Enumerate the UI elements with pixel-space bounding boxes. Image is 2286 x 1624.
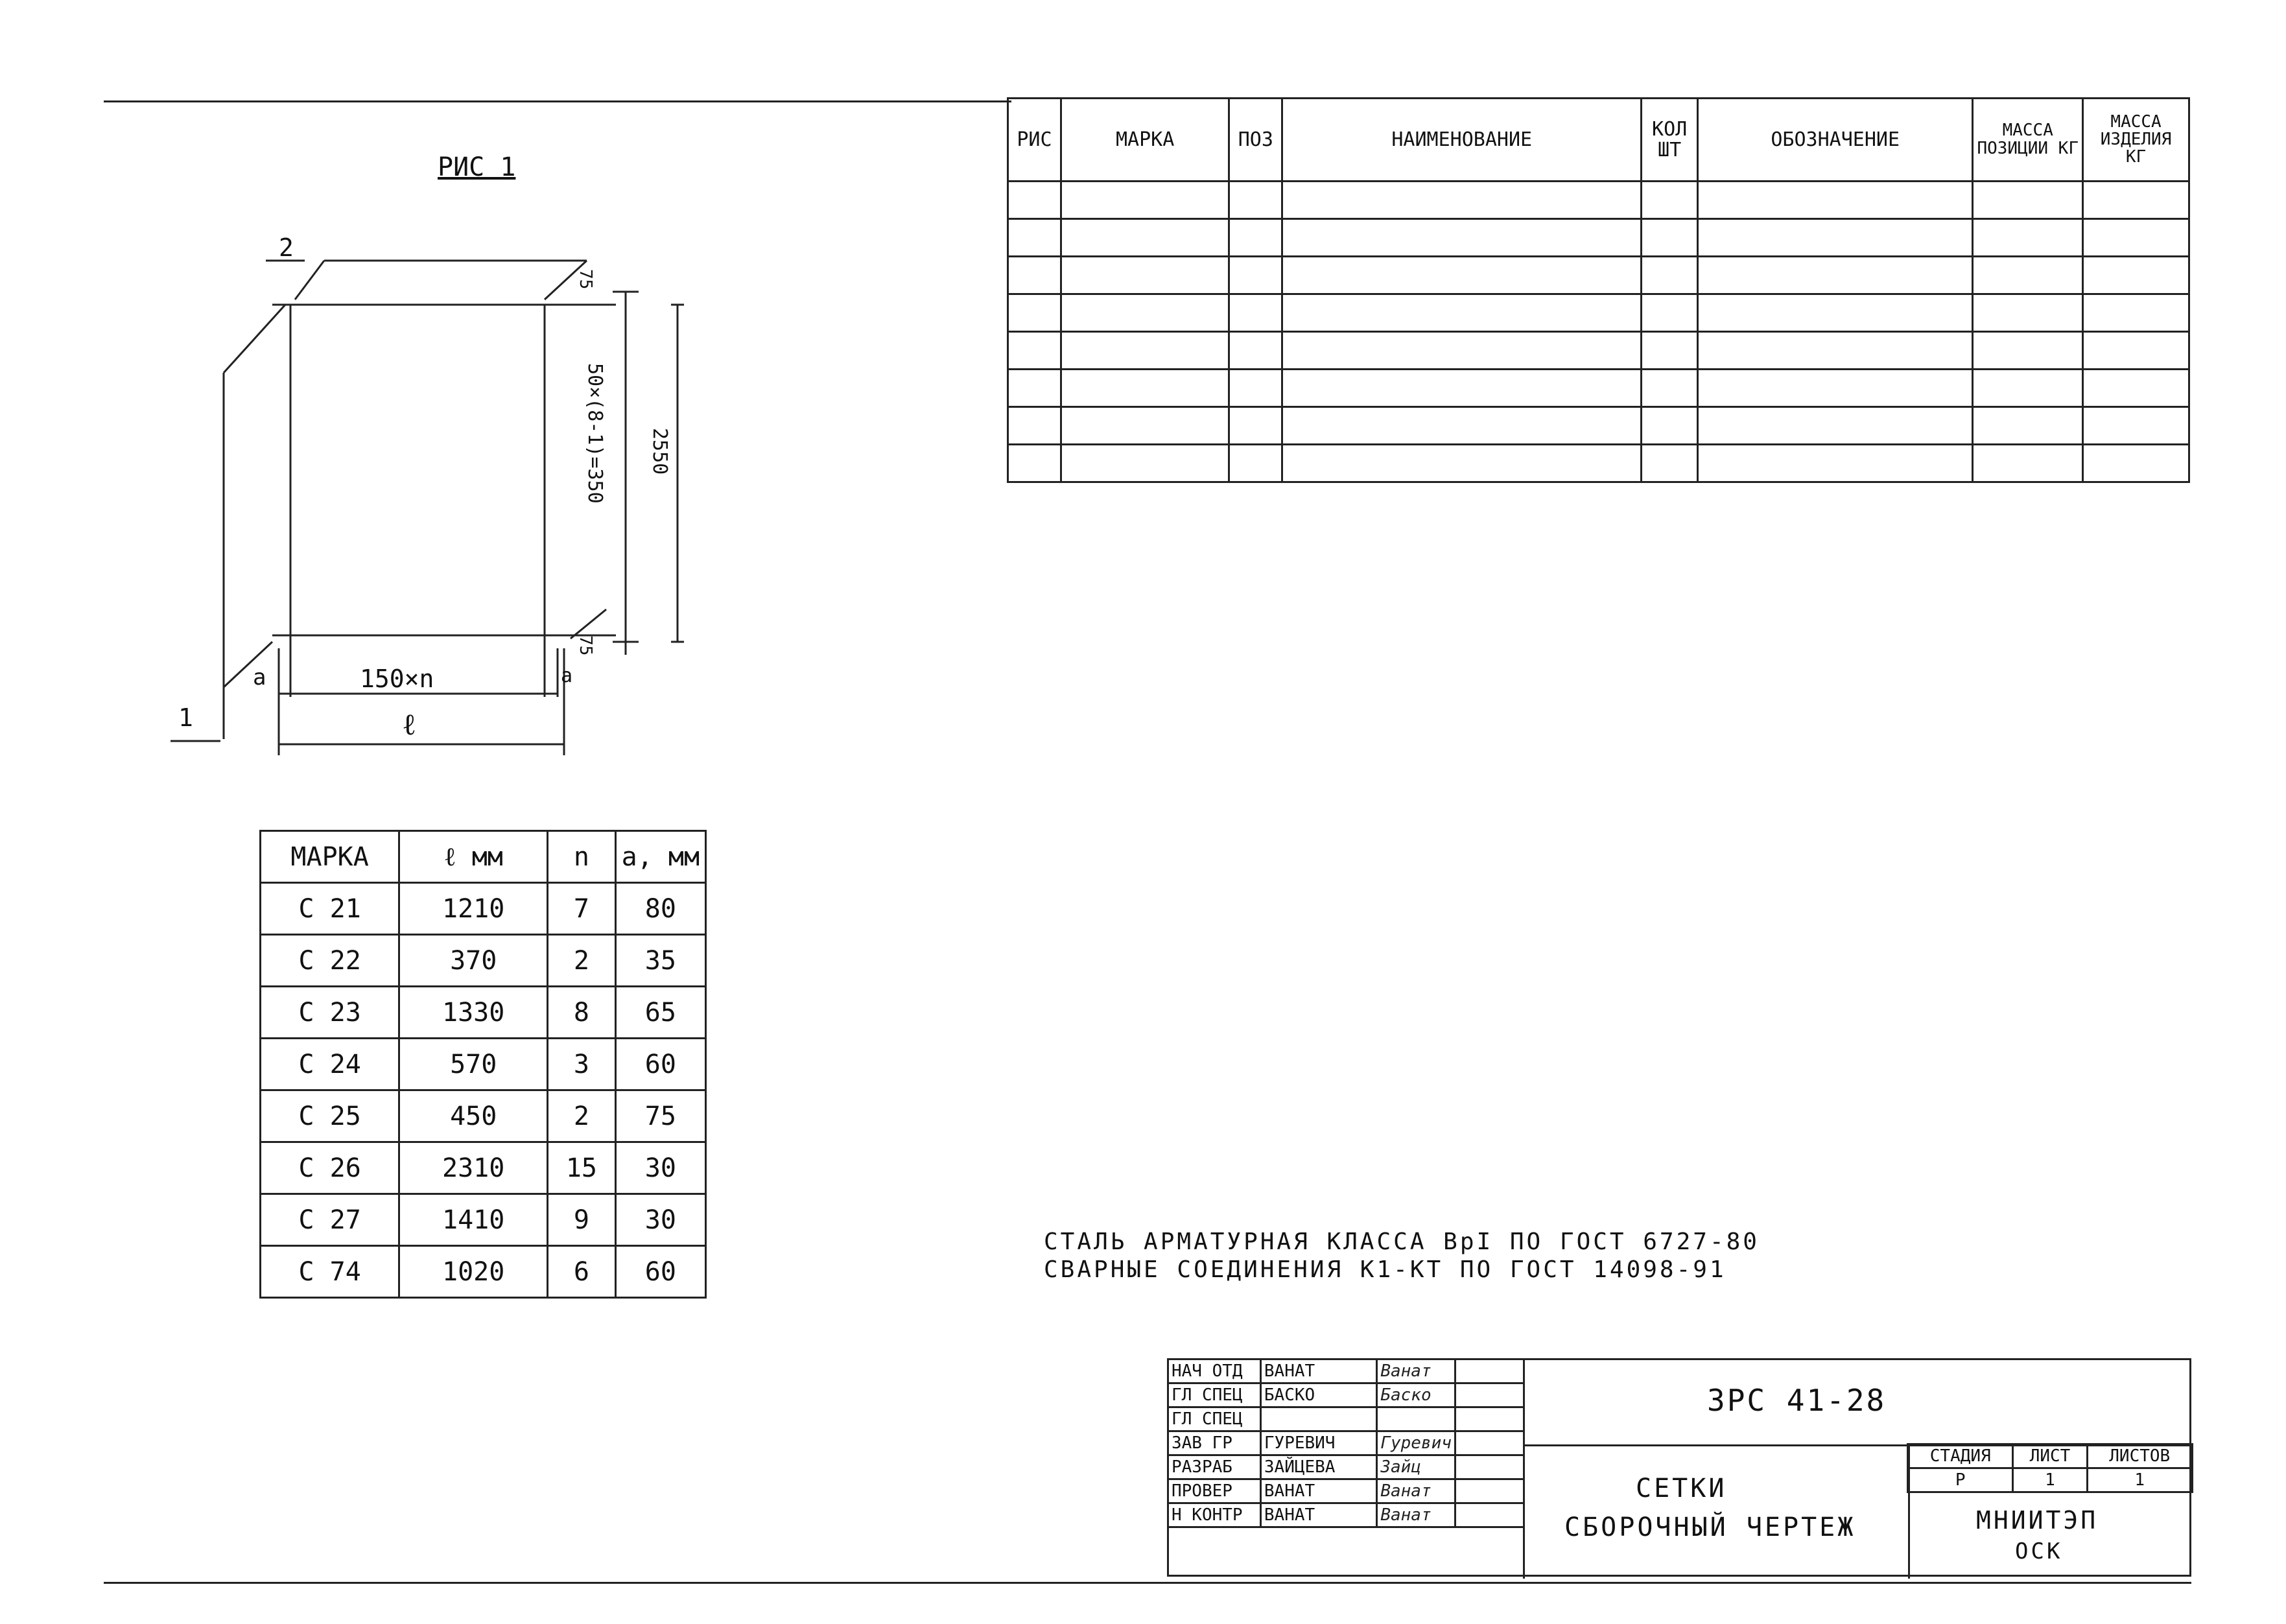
params-cell: С 74 <box>261 1246 399 1298</box>
doc-code: 3РС 41-28 <box>1707 1383 1887 1418</box>
spec-empty-cell <box>1008 332 1061 370</box>
dim-l: ℓ <box>402 707 417 742</box>
params-cell: 6 <box>548 1246 616 1298</box>
spec-empty-cell <box>1282 257 1642 294</box>
params-row <box>261 1246 706 1298</box>
stamp-name: ВАНАТ <box>1260 1359 1376 1383</box>
note-line-1: СТАЛЬ АРМАТУРНАЯ КЛАССА ВрI ПО ГОСТ 6727-80 <box>1044 1229 1760 1255</box>
stamp-vline <box>1523 1360 1525 1579</box>
params-cell: С 23 <box>261 987 399 1039</box>
params-cell: 450 <box>399 1090 548 1142</box>
params-cell: 30 <box>615 1142 705 1194</box>
params-cell: 30 <box>615 1194 705 1246</box>
spec-empty-cell <box>1642 332 1698 370</box>
params-cell: С 25 <box>261 1090 399 1142</box>
spec-header-poz: ПОЗ <box>1229 99 1282 182</box>
spec-empty-cell <box>1061 294 1229 332</box>
spec-header-mass-item: МАССА ИЗДЕЛИЯ КГ <box>2083 99 2189 182</box>
spec-empty-cell <box>1282 370 1642 407</box>
params-cell: 2 <box>548 935 616 987</box>
stamp-signature: Баско <box>1377 1383 1455 1407</box>
stamp-role: ПРОВЕР <box>1168 1479 1261 1503</box>
spec-header-designation: ОБОЗНАЧЕНИЕ <box>1698 99 1973 182</box>
params-cell: 60 <box>615 1246 705 1298</box>
spec-empty-cell <box>1061 182 1229 219</box>
spec-empty-cell <box>1282 445 1642 482</box>
stamp-signature: Гуревич <box>1377 1431 1455 1455</box>
params-cell: 2310 <box>399 1142 548 1194</box>
params-cell: 3 <box>548 1039 616 1090</box>
spec-empty-cell <box>1282 407 1642 445</box>
stamp-date <box>1455 1503 1524 1527</box>
sheets-value: 1 <box>2087 1468 2193 1492</box>
spec-empty-cell <box>1229 182 1282 219</box>
spec-empty-cell <box>1229 332 1282 370</box>
params-cell: 8 <box>548 987 616 1039</box>
spec-header-mass-pos: МАССА ПОЗИЦИИ КГ <box>1973 99 2083 182</box>
spec-empty-cell <box>1282 219 1642 257</box>
params-cell: 1210 <box>399 883 548 935</box>
stamp-role: ГЛ СПЕЦ <box>1168 1407 1261 1431</box>
spec-empty-cell <box>1008 407 1061 445</box>
stamp-person-row <box>1168 1455 1524 1479</box>
stamp-date <box>1455 1383 1524 1407</box>
params-cell: 9 <box>548 1194 616 1246</box>
spec-empty-cell <box>2083 257 2189 294</box>
params-body <box>261 883 706 1298</box>
stamp-person-row <box>1168 1431 1524 1455</box>
spec-empty-cell <box>1282 294 1642 332</box>
stamp-person-row <box>1168 1503 1524 1527</box>
spec-empty-cell <box>1973 370 2083 407</box>
dim-side: 50×(8-1)=350 <box>583 363 606 504</box>
stamp-people <box>1167 1358 1525 1528</box>
params-row <box>261 987 706 1039</box>
spec-empty-cell <box>1973 294 2083 332</box>
stamp-role: Н КОНТР <box>1168 1503 1261 1527</box>
stage-table <box>1907 1443 2193 1493</box>
stamp-name: ВАНАТ <box>1260 1479 1376 1503</box>
stamp-role: НАЧ ОТД <box>1168 1359 1261 1383</box>
stamp-date <box>1455 1479 1524 1503</box>
spec-table <box>1007 97 2190 483</box>
spec-empty-cell <box>1642 370 1698 407</box>
spec-empty-cell <box>1229 257 1282 294</box>
spec-empty-cell <box>1973 219 2083 257</box>
stamp-title-line2: СБОРОЧНЫЙ ЧЕРТЕЖ <box>1564 1512 1856 1542</box>
spec-empty-cell <box>1008 445 1061 482</box>
spec-empty-cell <box>1282 332 1642 370</box>
spec-empty-cell <box>2083 445 2189 482</box>
spec-empty-cell <box>1061 332 1229 370</box>
stamp-title-line1: СЕТКИ <box>1636 1474 1727 1503</box>
stamp-person-row <box>1168 1383 1524 1407</box>
params-cell: 60 <box>615 1039 705 1090</box>
spec-empty-cell <box>1061 445 1229 482</box>
params-cell: 1330 <box>399 987 548 1039</box>
stamp-signature: Ванат <box>1377 1503 1455 1527</box>
sheet-header: ЛИСТ <box>2013 1444 2087 1468</box>
spec-empty-cell <box>1698 182 1973 219</box>
dim-top: 75 <box>576 269 595 290</box>
spec-empty-cell <box>1698 407 1973 445</box>
spec-empty-cell <box>2083 182 2189 219</box>
spec-empty-cell <box>1229 407 1282 445</box>
stamp-person-row <box>1168 1479 1524 1503</box>
spec-empty-cell <box>1008 219 1061 257</box>
org-line2: ОСК <box>2015 1538 2063 1564</box>
spec-empty-cell <box>1229 294 1282 332</box>
spec-empty-cell <box>1061 370 1229 407</box>
stamp-signature: Ванат <box>1377 1479 1455 1503</box>
spec-empty-cell <box>2083 370 2189 407</box>
title-block <box>1167 1358 2191 1577</box>
spec-empty-cell <box>1698 294 1973 332</box>
spec-empty-cell <box>1642 219 1698 257</box>
spec-empty-cell <box>1008 257 1061 294</box>
spec-empty-cell <box>1642 407 1698 445</box>
spec-empty-cell <box>1698 370 1973 407</box>
stamp-date <box>1455 1455 1524 1479</box>
spec-empty-cell <box>2083 219 2189 257</box>
spec-empty-cell <box>1973 332 2083 370</box>
spec-empty-cell <box>1061 407 1229 445</box>
params-cell: 570 <box>399 1039 548 1090</box>
params-header-marka: МАРКА <box>261 831 399 883</box>
stamp-name: ВАНАТ <box>1260 1503 1376 1527</box>
stamp-role: ГЛ СПЕЦ <box>1168 1383 1261 1407</box>
figure-label-2: 2 <box>279 233 294 262</box>
stamp-signature <box>1377 1407 1455 1431</box>
stamp-person-row <box>1168 1407 1524 1431</box>
top-border-left <box>104 100 1011 102</box>
spec-empty-cell <box>1008 182 1061 219</box>
params-header-n: n <box>548 831 616 883</box>
params-cell: С 26 <box>261 1142 399 1194</box>
spec-empty-cell <box>1061 219 1229 257</box>
spec-empty-cell <box>1229 219 1282 257</box>
params-row <box>261 1039 706 1090</box>
params-cell: 15 <box>548 1142 616 1194</box>
params-cell: 1410 <box>399 1194 548 1246</box>
spec-empty-cell <box>1282 182 1642 219</box>
params-cell: С 27 <box>261 1194 399 1246</box>
params-cell: 35 <box>615 935 705 987</box>
spec-empty-cell <box>1061 257 1229 294</box>
params-header-a: a, мм <box>615 831 705 883</box>
dim-height: 2550 <box>648 428 671 475</box>
stamp-signature: Ванат <box>1377 1359 1455 1383</box>
stamp-name: ЗАЙЦЕВА <box>1260 1455 1376 1479</box>
spec-empty-cell <box>1698 219 1973 257</box>
spec-header-marka: МАРКА <box>1061 99 1229 182</box>
stamp-date <box>1455 1407 1524 1431</box>
stage-value: Р <box>1908 1468 2013 1492</box>
params-header-row <box>261 831 706 883</box>
spec-empty-cell <box>2083 332 2189 370</box>
note-line-2: СВАРНЫЕ СОЕДИНЕНИЯ К1-КТ ПО ГОСТ 14098-91 <box>1044 1256 1726 1283</box>
spec-empty-cell <box>1229 445 1282 482</box>
spec-empty-cell <box>1008 370 1061 407</box>
params-row <box>261 935 706 987</box>
spec-empty-row <box>1008 370 2189 407</box>
params-cell: 75 <box>615 1090 705 1142</box>
spec-empty-row <box>1008 182 2189 219</box>
spec-empty-cell <box>2083 294 2189 332</box>
params-cell: 370 <box>399 935 548 987</box>
bottom-border-left <box>104 1582 2191 1584</box>
stamp-date <box>1455 1431 1524 1455</box>
params-table <box>259 830 707 1299</box>
spec-empty-cell <box>1698 332 1973 370</box>
dim-bottom: 75 <box>576 635 595 656</box>
spec-empty-row <box>1008 219 2189 257</box>
spec-empty-row <box>1008 407 2189 445</box>
params-cell: 7 <box>548 883 616 935</box>
stamp-name: ГУРЕВИЧ <box>1260 1431 1376 1455</box>
spec-empty-cell <box>1973 407 2083 445</box>
params-cell: 80 <box>615 883 705 935</box>
stamp-date <box>1455 1359 1524 1383</box>
spec-header-name: НАИМЕНОВАНИЕ <box>1282 99 1642 182</box>
params-cell: 65 <box>615 987 705 1039</box>
spec-header-qty: КОЛ ШТ <box>1642 99 1698 182</box>
spec-empty-cell <box>1642 294 1698 332</box>
figure-title: РИС 1 <box>438 152 516 182</box>
params-row <box>261 1194 706 1246</box>
params-cell: С 24 <box>261 1039 399 1090</box>
spec-body <box>1008 182 2189 482</box>
params-row <box>261 1090 706 1142</box>
stamp-name <box>1260 1407 1376 1431</box>
figure-label-1: 1 <box>178 703 193 732</box>
sheet-value: 1 <box>2013 1468 2087 1492</box>
stage-header: СТАДИЯ <box>1908 1444 2013 1468</box>
stamp-role: ЗАВ ГР <box>1168 1431 1261 1455</box>
spec-empty-cell <box>2083 407 2189 445</box>
spec-empty-row <box>1008 294 2189 332</box>
spec-empty-cell <box>1698 257 1973 294</box>
sheets-header: ЛИСТОВ <box>2087 1444 2193 1468</box>
spec-empty-row <box>1008 445 2189 482</box>
dim-a-right: a <box>561 665 573 687</box>
params-cell: 1020 <box>399 1246 548 1298</box>
spec-empty-cell <box>1973 257 2083 294</box>
spec-empty-cell <box>1973 182 2083 219</box>
params-cell: С 21 <box>261 883 399 935</box>
spec-header-row <box>1008 99 2189 182</box>
spec-empty-cell <box>1008 294 1061 332</box>
spec-empty-cell <box>1642 182 1698 219</box>
stamp-role: РАЗРАБ <box>1168 1455 1261 1479</box>
params-row <box>261 883 706 935</box>
spec-empty-row <box>1008 257 2189 294</box>
dim-a-left: a <box>253 665 266 690</box>
spec-empty-row <box>1008 332 2189 370</box>
spec-empty-cell <box>1973 445 2083 482</box>
spec-header-ris: РИС <box>1008 99 1061 182</box>
stamp-signature: Зайц <box>1377 1455 1455 1479</box>
spec-empty-cell <box>1642 257 1698 294</box>
spec-empty-cell <box>1642 445 1698 482</box>
org-line1: МНИИТЭП <box>1976 1506 2099 1535</box>
spec-empty-cell <box>1698 445 1973 482</box>
spec-empty-cell <box>1229 370 1282 407</box>
params-cell: С 22 <box>261 935 399 987</box>
stamp-person-row <box>1168 1359 1524 1383</box>
stamp-name: БАСКО <box>1260 1383 1376 1407</box>
dim-span: 150×n <box>360 665 434 693</box>
params-header-l: ℓ мм <box>399 831 548 883</box>
params-cell: 2 <box>548 1090 616 1142</box>
params-row <box>261 1142 706 1194</box>
